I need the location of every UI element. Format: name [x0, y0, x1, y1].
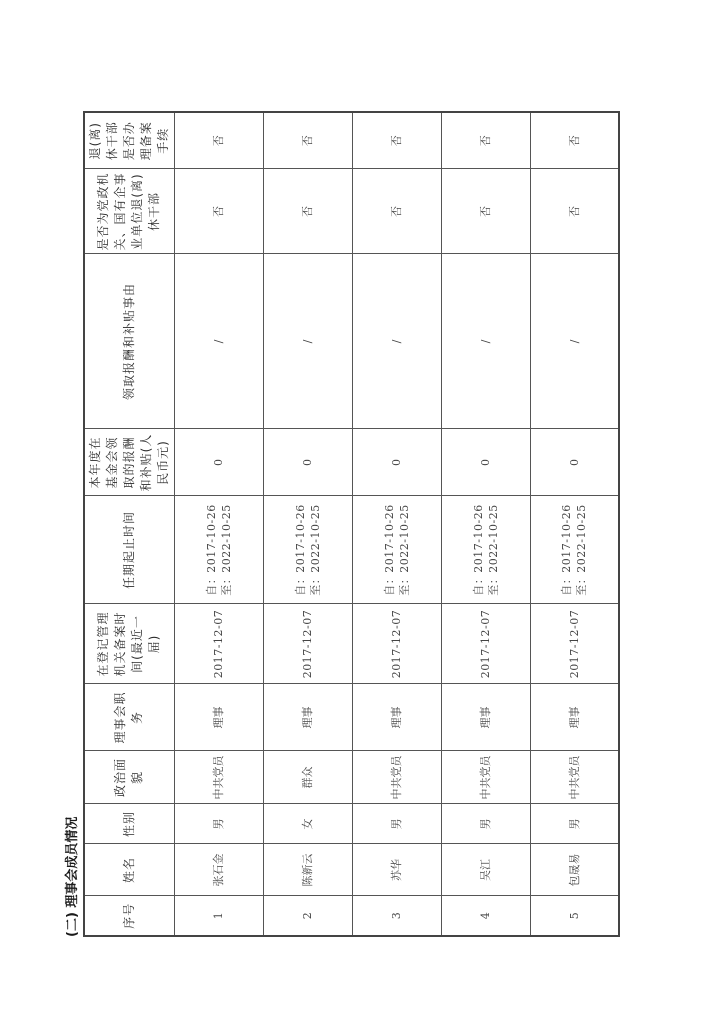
cell-remuneration-reason: / — [530, 254, 619, 429]
cell-term-period — [441, 496, 530, 604]
cell-board-position: 理事 — [263, 684, 352, 751]
cell-remuneration-reason: / — [352, 254, 441, 429]
header-is-retired-cadre: 是否为党政机关、国有企事业单位退(离)休干部 — [84, 169, 174, 254]
cell-board-position: 理事 — [441, 684, 530, 751]
cell-gender: 男 — [441, 804, 530, 844]
header-filing-date: 在登记管理机关备案时间(最近一届) — [84, 604, 174, 684]
cell-gender: 男 — [530, 804, 619, 844]
cell-remuneration: 0 — [263, 429, 352, 496]
cell-remuneration-reason: / — [441, 254, 530, 429]
cell-board-position: 理事 — [352, 684, 441, 751]
cell-filing-date: 2017-12-07 — [352, 604, 441, 684]
cell-remuneration: 0 — [441, 429, 530, 496]
table-row — [263, 112, 352, 936]
cell-board-position: 理事 — [174, 684, 263, 751]
term-to: 至：2022-10-25 — [219, 504, 233, 596]
table-row — [530, 112, 619, 936]
header-political-status: 政治面貌 — [84, 751, 174, 804]
cell-name: 苏华 — [352, 844, 441, 896]
term-from: 自：2017-10-26 — [382, 504, 396, 596]
header-remuneration-reason: 领取报酬和补贴事由 — [84, 254, 174, 429]
cell-filing-date: 2017-12-07 — [530, 604, 619, 684]
board-members-table — [83, 111, 620, 937]
cell-retired-filing: 否 — [174, 112, 263, 169]
cell-name: 陈新云 — [263, 844, 352, 896]
cell-name: 吴江 — [441, 844, 530, 896]
header-seq: 序号 — [84, 896, 174, 936]
cell-political-status: 群众 — [263, 751, 352, 804]
cell-seq: 2 — [263, 896, 352, 936]
cell-retired-filing: 否 — [352, 112, 441, 169]
cell-is-retired-cadre: 否 — [530, 169, 619, 254]
term-from: 自：2017-10-26 — [560, 504, 574, 596]
cell-is-retired-cadre: 否 — [174, 169, 263, 254]
cell-political-status: 中共党员 — [352, 751, 441, 804]
header-board-position: 理事会职务 — [84, 684, 174, 751]
cell-is-retired-cadre: 否 — [441, 169, 530, 254]
cell-filing-date: 2017-12-07 — [441, 604, 530, 684]
cell-filing-date: 2017-12-07 — [174, 604, 263, 684]
cell-gender: 男 — [352, 804, 441, 844]
cell-term-period — [263, 496, 352, 604]
header-name: 姓名 — [84, 844, 174, 896]
header-remuneration: 本年度在基金会领取的报酬和补贴(人民币元) — [84, 429, 174, 496]
header-gender: 性别 — [84, 804, 174, 844]
cell-is-retired-cadre: 否 — [263, 169, 352, 254]
header-term-period: 任期起止时间 — [84, 496, 174, 604]
cell-term-period — [530, 496, 619, 604]
cell-gender: 男 — [174, 804, 263, 844]
rotated-page-content — [57, 113, 617, 937]
cell-remuneration: 0 — [352, 429, 441, 496]
cell-retired-filing: 否 — [530, 112, 619, 169]
term-to: 至：2022-10-25 — [486, 504, 500, 596]
cell-political-status: 中共党员 — [441, 751, 530, 804]
cell-board-position: 理事 — [530, 684, 619, 751]
cell-name: 张石金 — [174, 844, 263, 896]
cell-term-period — [174, 496, 263, 604]
table-header-row — [84, 112, 174, 936]
cell-remuneration-reason: / — [174, 254, 263, 429]
cell-seq: 1 — [174, 896, 263, 936]
cell-remuneration: 0 — [174, 429, 263, 496]
cell-is-retired-cadre: 否 — [352, 169, 441, 254]
header-retired-filing: 退(离)休干部是否办理备案手续 — [84, 112, 174, 169]
cell-political-status: 中共党员 — [530, 751, 619, 804]
cell-remuneration-reason: / — [263, 254, 352, 429]
cell-gender: 女 — [263, 804, 352, 844]
cell-political-status: 中共党员 — [174, 751, 263, 804]
cell-name: 包晟易 — [530, 844, 619, 896]
term-to: 至：2022-10-25 — [397, 504, 411, 596]
cell-remuneration: 0 — [530, 429, 619, 496]
cell-retired-filing: 否 — [441, 112, 530, 169]
term-to: 至：2022-10-25 — [575, 504, 589, 596]
table-row — [174, 112, 263, 936]
cell-seq: 5 — [530, 896, 619, 936]
cell-seq: 3 — [352, 896, 441, 936]
table-row — [352, 112, 441, 936]
table-row — [441, 112, 530, 936]
term-from: 自：2017-10-26 — [293, 504, 307, 596]
cell-retired-filing: 否 — [263, 112, 352, 169]
cell-filing-date: 2017-12-07 — [263, 604, 352, 684]
section-title: (二) 理事会成员情况 — [65, 816, 80, 937]
cell-seq: 4 — [441, 896, 530, 936]
term-from: 自：2017-10-26 — [204, 504, 218, 596]
cell-term-period — [352, 496, 441, 604]
term-from: 自：2017-10-26 — [471, 504, 485, 596]
term-to: 至：2022-10-25 — [308, 504, 322, 596]
